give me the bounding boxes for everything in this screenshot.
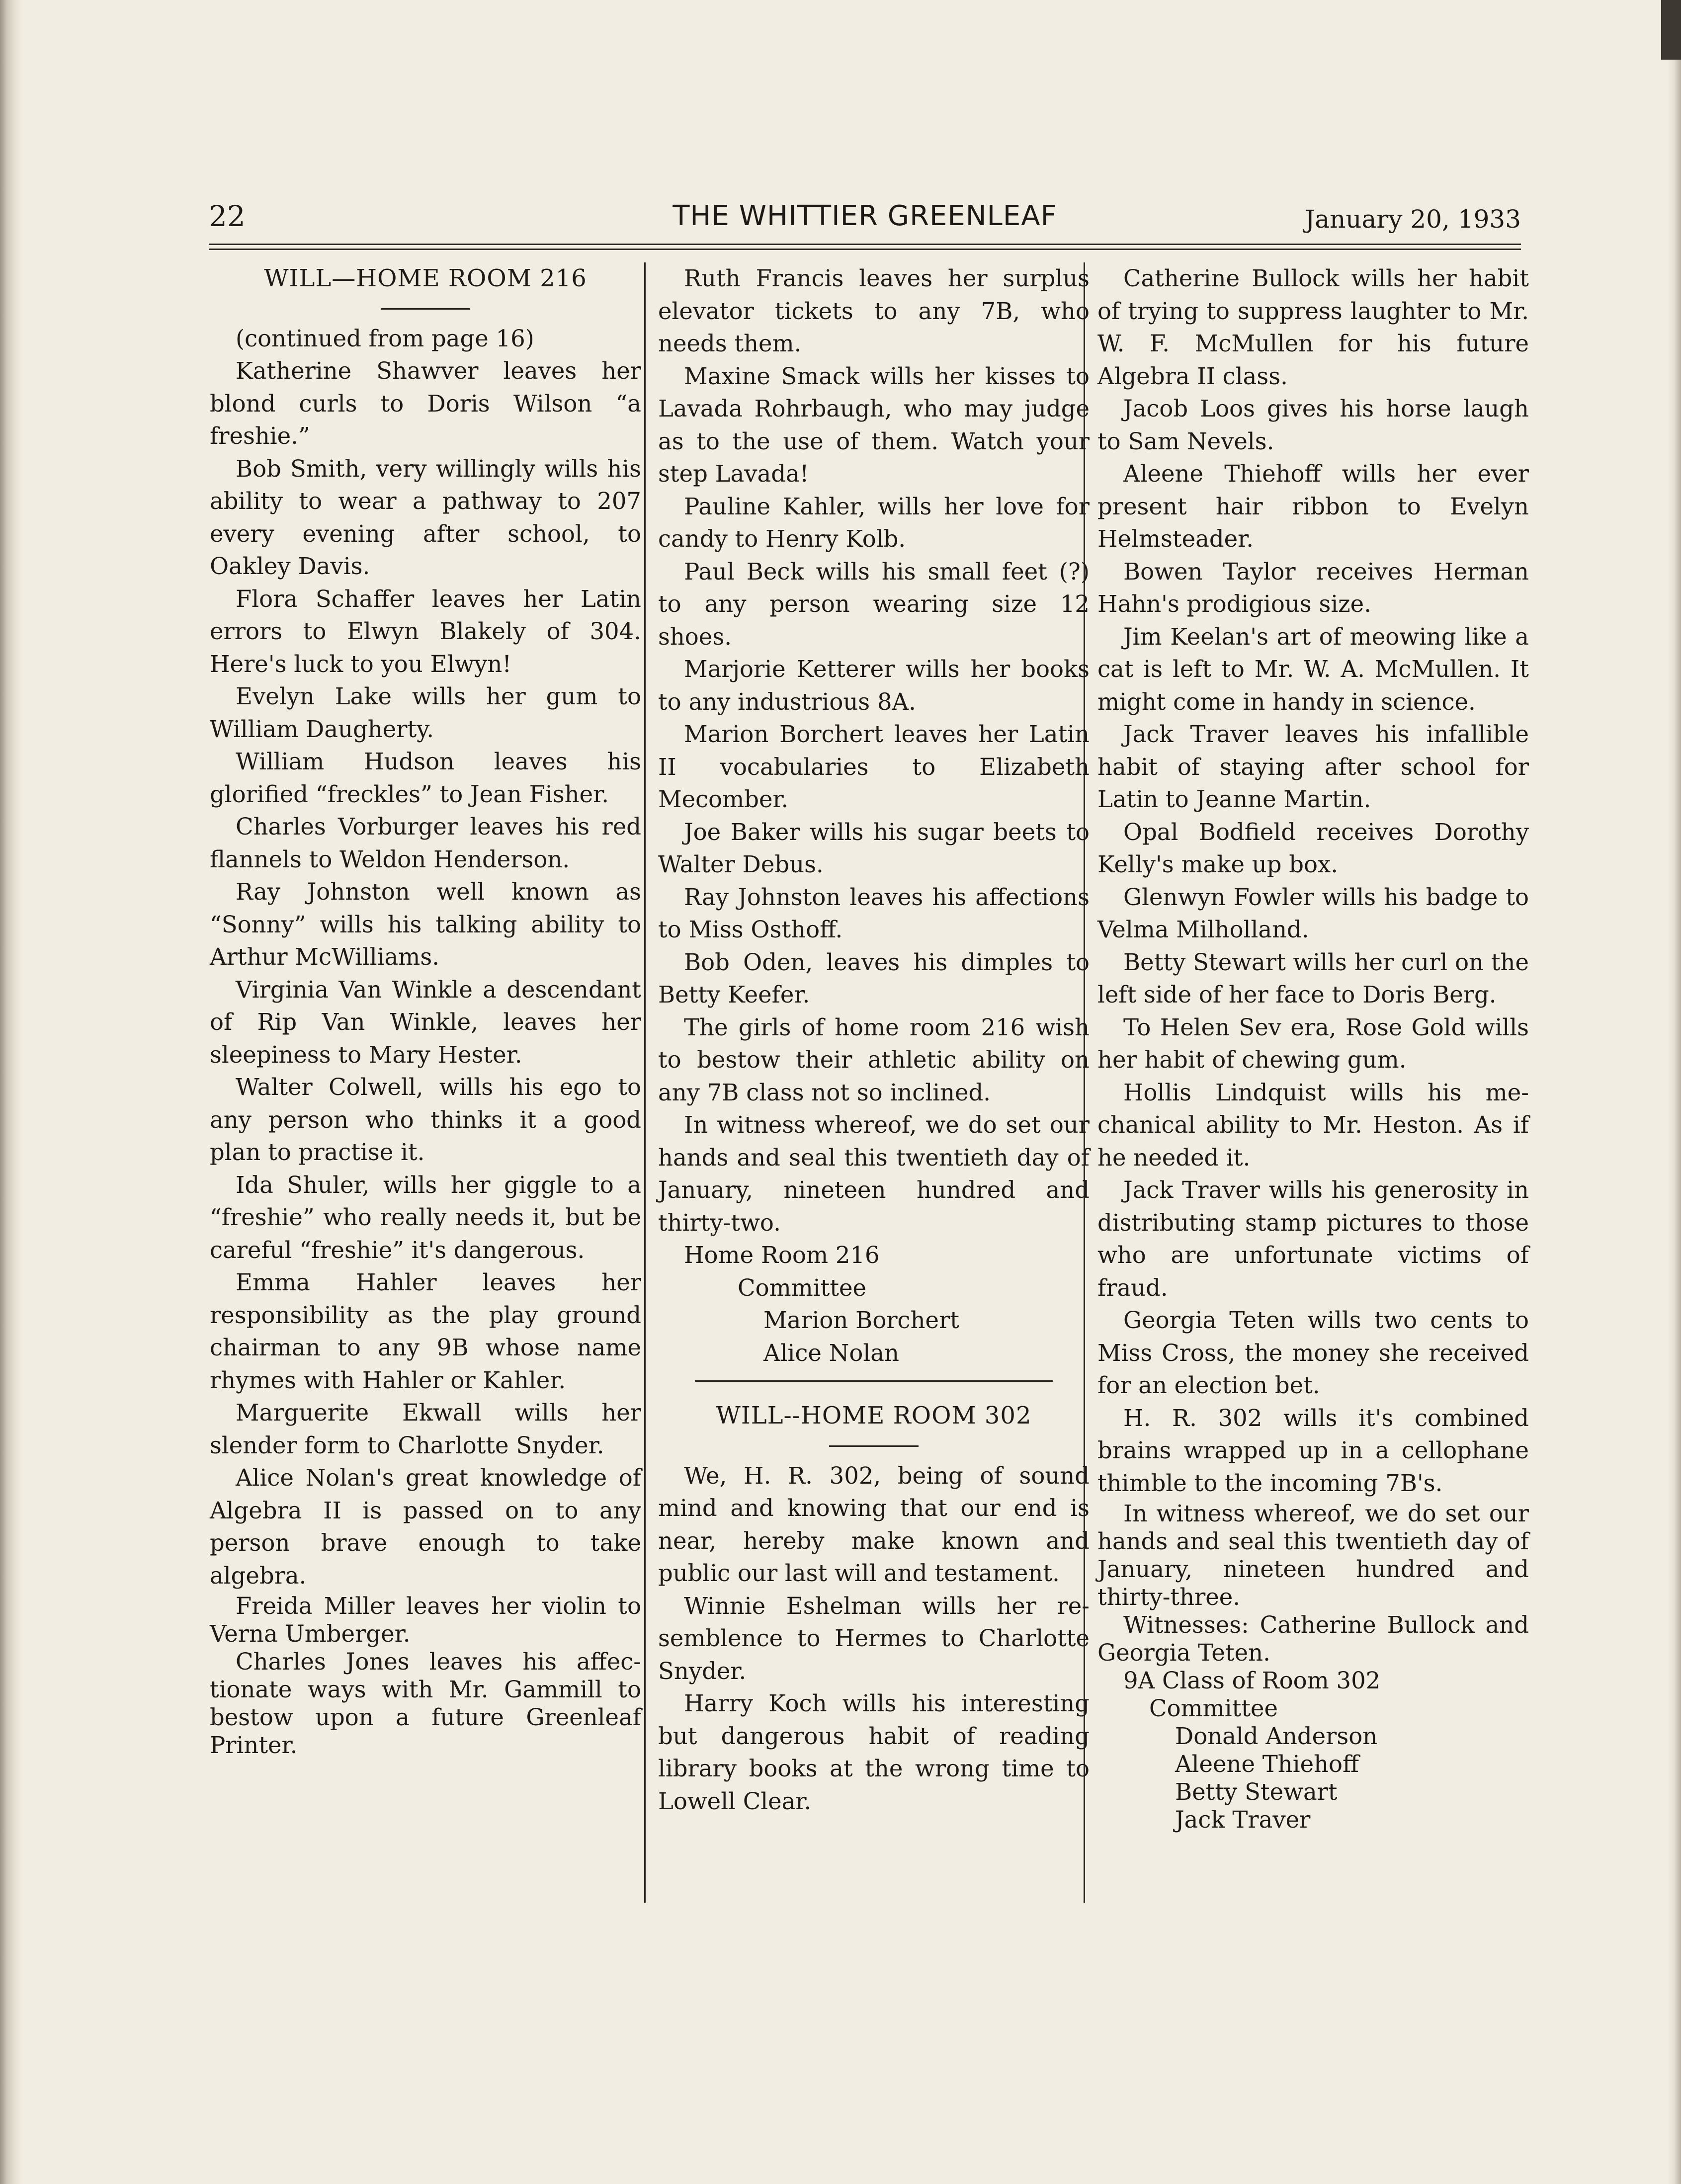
- will-entry: H. R. 302 wills it's combined brains wrapped up in a cellophane thimble to the incoming 7B's.: [1097, 1404, 1529, 1497]
- will-entry: Maxine Smack wills her kisses to Lavada Rohrbaugh, who may judge as to the use of them. Watch your step Lavada!: [658, 362, 1090, 487]
- paper-title: THE WHITTIER GREENLEAF: [672, 200, 1057, 232]
- will-entry: Emma Hahler leaves her responsibility as the play ground chairman to any 9B whose name rhymes with Hahler or Kahler.: [210, 1269, 641, 1394]
- will-entry: Joe Baker wills his sugar beets to Walter Debus.: [658, 818, 1090, 878]
- page-number: 22: [209, 199, 246, 233]
- running-head: [209, 196, 1521, 236]
- will-entry: Glenwyn Fowler wills his badge to Velma Milholland.: [1097, 883, 1529, 943]
- witness-statement: In witness whereof, we do set our hands and seal this twentieth day of January, nineteen hundred and thirty-two.: [658, 1111, 1090, 1236]
- column-2: [658, 262, 1090, 1818]
- will-entry: Opal Bodfield receives Dorothy Kelly's make up box.: [1097, 818, 1529, 878]
- signature-name: Jack Traver: [1175, 1806, 1311, 1833]
- signature-name: Donald Anderson: [1175, 1723, 1378, 1750]
- will-entry: Charles Jones leaves his affectionate ways with Mr. Gammill to bestow upon a future Greenleaf Printer.: [210, 1648, 641, 1759]
- header-rule-top: [209, 244, 1521, 245]
- witnesses-line: Witnesses: Catherine Bullock and Georgia Teten.: [1097, 1611, 1529, 1666]
- will-entry: Marion Borchert leaves her Latin II vocabularies to Elizabeth Mecomber.: [658, 721, 1090, 813]
- will-entry: Winnie Eshelman wills her resemblence to Hermes to Charlotte Snyder.: [658, 1592, 1090, 1684]
- page-edge-shadow-left: [0, 0, 23, 2184]
- will-entry: Bob Smith, very willingly wills his ability to wear a pathway to 207 every evening after school, to Oakley Davis.: [210, 455, 641, 580]
- will-entry: Betty Stewart wills her curl on the left side of her face to Doris Berg.: [1097, 948, 1529, 1008]
- will-entry: Ida Shuler, wills her giggle to a “freshie” who really needs it, but be careful “freshie” it's dangerous.: [210, 1171, 641, 1263]
- will-entry: Bowen Taylor receives Herman Hahn's prodigious size.: [1097, 558, 1529, 617]
- will-entry: Harry Koch wills his interesting but dangerous habit of reading library books at the wrong time to Lowell Clear.: [658, 1690, 1090, 1815]
- will-entry: Marguerite Ekwall wills her slender form to Charlotte Snyder.: [210, 1399, 641, 1459]
- signature-name: Marion Borchert: [763, 1307, 959, 1334]
- will-entry: Walter Colwell, wills his ego to any person who thinks it a good plan to practise it.: [210, 1074, 641, 1166]
- will-entry: Jim Keelan's art of meowing like a cat is left to Mr. W. A. McMullen. It might come in handy in science.: [1097, 623, 1529, 715]
- will-entry: To Helen Sev era, Rose Gold wills her habit of chewing gum.: [1097, 1013, 1529, 1073]
- issue-date: January 20, 1933: [1305, 205, 1521, 234]
- will-entry: Georgia Teten wills two cents to Miss Cross, the money she received for an election bet.: [1097, 1307, 1529, 1399]
- signature-committee: Committee: [738, 1274, 867, 1301]
- will-entry: Freida Miller leaves her violin to Verna Umberger.: [210, 1593, 641, 1647]
- will-entry: Jack Traver leaves his infallible habit of staying after school for Latin to Jeanne Martin.: [1097, 721, 1529, 813]
- will-entry: Catherine Bullock wills her habit of trying to suppress laughter to Mr. W. F. McMullen for his future Algebra II class.: [1097, 265, 1529, 390]
- continued-note: (continued from page 16): [236, 325, 534, 352]
- will-entry: Ruth Francis leaves her surplus elevator tickets to any 7B, who needs them.: [658, 265, 1090, 357]
- will-entry: Marjorie Ketterer wills her books to any industrious 8A.: [658, 656, 1090, 715]
- section-heading-216: WILL—HOME ROOM 216: [264, 264, 587, 292]
- signature-name: Betty Stewart: [1175, 1778, 1338, 1805]
- will-entry: Aleene Thiehoff wills her ever present hair ribbon to Evelyn Helmsteader.: [1097, 460, 1529, 552]
- page-edge-shadow-right: [1667, 0, 1681, 2184]
- page-corner-shadow: [1661, 0, 1681, 60]
- column-1: [210, 262, 641, 1759]
- heading-rule: [381, 308, 470, 310]
- heading-rule: [829, 1445, 919, 1447]
- will-entry: Hollis Lindquist wills his mechanical ability to Mr. Heston. As if he needed it.: [1097, 1079, 1529, 1171]
- will-entry: Jacob Loos gives his horse laugh to Sam Nevels.: [1097, 395, 1529, 455]
- column-divider-1: [644, 262, 646, 1903]
- will-entry: Flora Schaffer leaves her Latin errors to Elwyn Blakely of 304. Here's luck to you Elwyn!: [210, 585, 641, 677]
- will-entry: The girls of home room 216 wish to bestow their athletic ability on any 7B class not so inclined.: [658, 1013, 1090, 1106]
- will-entry: Evelyn Lake wills her gum to William Daugherty.: [210, 683, 641, 743]
- signature-home-room: Home Room 216: [684, 1242, 880, 1268]
- signature-class: 9A Class of Room 302: [1123, 1667, 1381, 1694]
- signature-name: Aleene Thiehoff: [1175, 1751, 1359, 1777]
- signature-committee: Committee: [1149, 1695, 1278, 1722]
- section-heading-302: WILL--HOME ROOM 302: [716, 1402, 1032, 1429]
- column-3: [1097, 262, 1529, 1834]
- will-entry: Pauline Kahler, wills her love for candy to Henry Kolb.: [658, 493, 1090, 552]
- will-entry: Katherine Shawver leaves her blond curls to Doris Wilson “a freshie.”: [210, 357, 641, 449]
- will-entry: Jack Traver wills his generosity in distributing stamp pictures to those who are unfortunate victims of fraud.: [1097, 1176, 1529, 1301]
- witness-statement: In witness whereof, we do set our hands and seal this twentieth day of January, nineteen hundred and thirty-three.: [1097, 1500, 1529, 1610]
- will-entry: Paul Beck wills his small feet (?) to any person wearing size 12 shoes.: [658, 558, 1090, 650]
- will-entry: We, H. R. 302, being of sound mind and knowing that our end is near, hereby make known and public our last will and testament.: [658, 1462, 1090, 1587]
- will-entry: Charles Vorburger leaves his red flannels to Weldon Henderson.: [210, 813, 641, 873]
- will-entry: Ray Johnston leaves his affections to Miss Osthoff.: [658, 883, 1090, 943]
- header-rule-bottom: [209, 249, 1521, 250]
- will-entry: Ray Johnston well known as “Sonny” wills his talking ability to Arthur McWilliams.: [210, 878, 641, 970]
- signature-name: Alice Nolan: [763, 1339, 899, 1366]
- will-entry: William Hudson leaves his glorified “freckles” to Jean Fisher.: [210, 748, 641, 808]
- will-entry: Bob Oden, leaves his dimples to Betty Keefer.: [658, 948, 1090, 1008]
- will-entry: Alice Nolan's great knowledge of Algebra II is passed on to any person brave enough to take algebra.: [210, 1464, 641, 1589]
- section-divider: [695, 1380, 1053, 1382]
- will-entry: Virginia Van Winkle a descendant of Rip Van Winkle, leaves her sleepiness to Mary Hester.: [210, 976, 641, 1068]
